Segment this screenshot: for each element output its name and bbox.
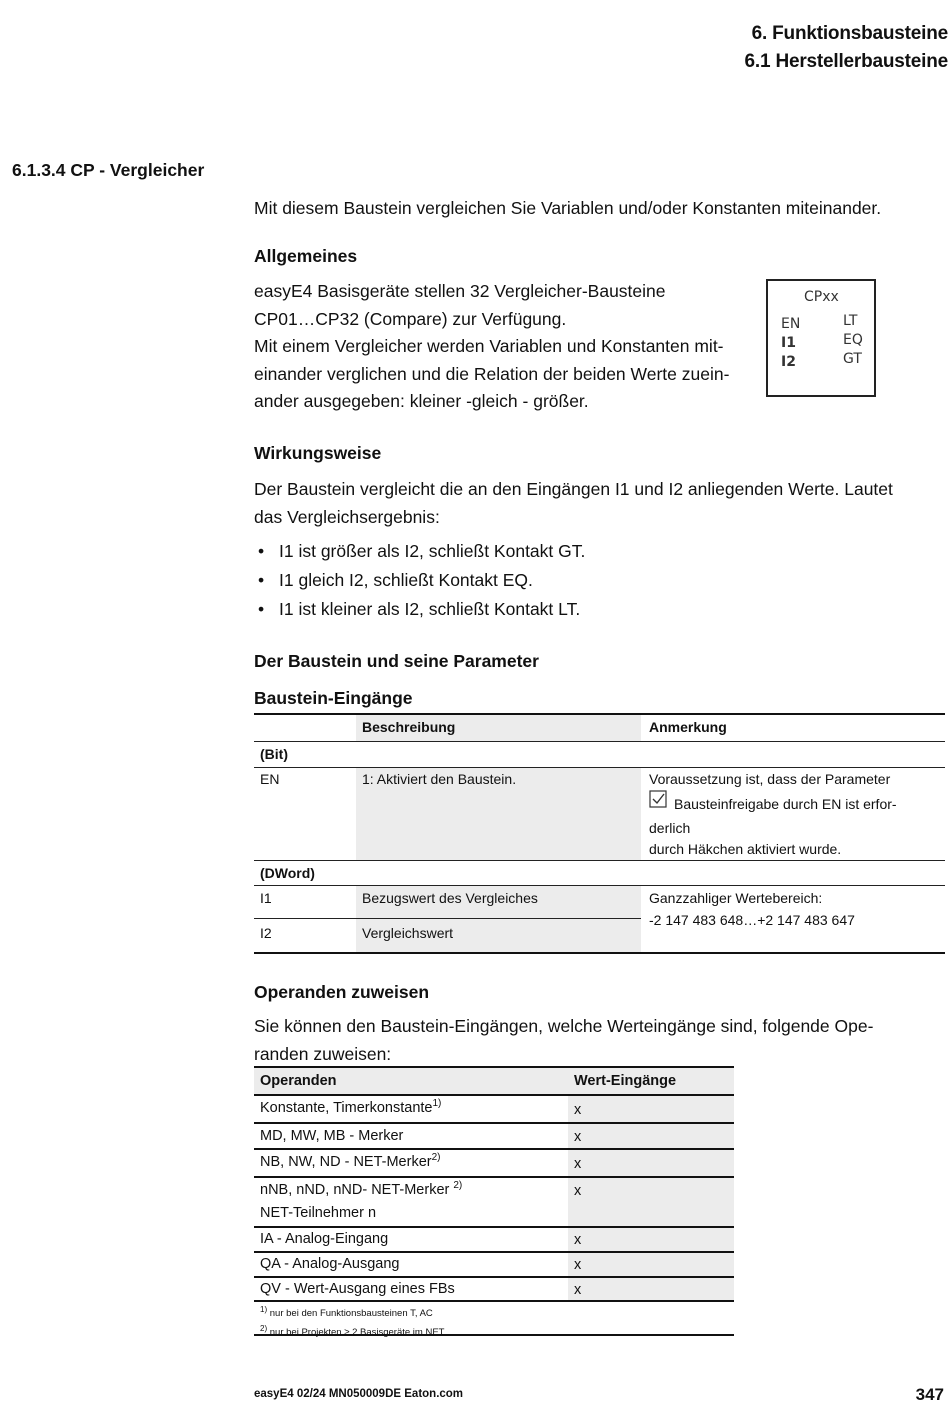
operand-label: NB, NW, ND - NET-Merker [260,1153,432,1170]
table-row-en-desc: 1: Aktiviert den Baustein. [362,771,517,787]
parameters-heading: Der Baustein und seine Parameter [254,651,539,671]
operanden-heading: Operanden zuweisen [254,982,430,1002]
allgemeines-heading: Allgemeines [254,246,358,266]
column-header: Wert-Eingänge [574,1073,677,1089]
note-line: durch Häkchen aktiviert wurde. [649,841,842,857]
operand-label: QV - Wert-Ausgang eines FBs [260,1281,455,1297]
column-header: Beschreibung [362,719,456,735]
inputs-heading: Baustein-Eingänge [254,688,413,708]
page-number: 347 [915,1385,944,1404]
value-cell: x [574,1102,582,1118]
note-line: Bausteinfreigabe durch EN ist erfor- [674,796,897,812]
table-row [254,1124,734,1148]
column-header: Operanden [260,1073,337,1089]
chapter-title: 6. Funktionsbausteine [751,23,948,44]
table-row [254,1253,734,1276]
operanden-text [254,1013,873,1068]
checkbox-checked-icon [649,790,667,808]
intro-text: Mit diesem Baustein vergleichen Sie Variablen und/oder Konstanten miteinander. [254,198,882,218]
value-cell: x [574,1282,582,1298]
text-line: Sie können den Baustein-Eingängen, welche Werteingänge sind, folgende Ope- [254,1016,874,1036]
column-header: Anmerkung [649,719,727,735]
text-line: das Vergleichsergebnis: [254,506,440,527]
operand-label-continued: NET-Teilnehmer n [260,1205,377,1221]
output-gt-label: GT [843,351,862,367]
table-header-row [254,1068,734,1094]
table-row-i1-desc: Bezugswert des Vergleiches [362,890,538,906]
text-line: ander ausgegeben: kleiner -gleich - größer. [254,391,589,411]
bullet-icon: • [258,599,265,619]
value-cell: x [574,1129,582,1145]
value-cell: x [574,1257,582,1273]
footnote: $^{1)}$ nur bei den Funktionsbausteinen T, AC [260,1305,433,1320]
wirkungsweise-heading: Wirkungsweise [254,443,382,463]
text-line: CP01…CP32 (Compare) zur Verfügung. [254,308,567,329]
output-eq-label: EQ [843,332,863,348]
bullet-icon: • [258,541,265,561]
cp-block-symbol [766,279,876,397]
operand-label: MD, MW, MB - Merker [260,1128,404,1144]
allgemeines-paragraph [254,278,729,416]
text-line: einander verglichen und die Relation der beiden Werte zuein- [254,363,730,384]
input-en-label: EN [781,316,801,332]
section-heading: 6.1.3.4 CP - Vergleicher [12,160,205,180]
range-values: -2 147 483 648…+2 147 483 647 [649,912,855,928]
operand-label: nNB, nND, nND- NET-Merker [260,1181,454,1198]
note-line: Voraussetzung ist, dass der Parameter [649,771,891,787]
output-lt-label: LT [843,313,858,329]
page-footer: easyE4 02/24 MN050009DE Eaton.com [254,1388,464,1400]
table-row-i2-desc: Vergleichswert [362,925,454,941]
text-line: randen zuweisen: [254,1043,392,1064]
value-cell: x [574,1232,582,1248]
text-line: Mit einem Vergleicher werden Variablen und Konstanten mit- [254,336,724,356]
bullet-icon: • [258,570,265,590]
input-i1-label: I1 [781,335,796,351]
footnote-mark: 1) [432,1098,442,1109]
table-row-i2-name: I2 [260,925,272,941]
input-i2-label: I2 [781,354,796,370]
table-row [254,1278,734,1300]
operand-label: IA - Analog-Eingang [260,1231,389,1247]
range-note: Ganzzahliger Wertebereich: [649,890,823,906]
group-label: (DWord) [260,865,315,881]
operands-table [254,1066,734,1339]
table-row-i1-name: I1 [260,890,272,906]
table-row [254,1096,734,1122]
group-label: (Bit) [260,746,288,762]
table-row [254,1228,734,1251]
value-cell: x [574,1156,582,1172]
footnote-mark: 2) [431,1152,441,1163]
footnote-mark: 2) [453,1180,463,1191]
wirkungsweise-text [254,476,893,531]
note-line: derlich [649,820,691,836]
table-row-en-name: EN [260,771,280,787]
table-row [254,1150,734,1176]
table-row [254,1178,734,1226]
operand-label: Konstante, Timerkonstante [260,1099,433,1116]
operand-label: QA - Analog-Ausgang [260,1256,400,1272]
text-line: Der Baustein vergleicht die an den Eingängen I1 und I2 anliegenden Werte. Lautet [254,479,893,499]
block-name: CPxx [804,289,839,305]
text-line: easyE4 Basisgeräte stellen 32 Vergleicher-Bausteine [254,281,666,301]
footnote: $^{2)}$ nur bei Projekten ≥ 2 Basisgeräte im NET [260,1324,445,1339]
value-cell: x [574,1183,582,1199]
inputs-table [254,713,945,953]
section-header: 6.1 Herstellerbausteine [744,51,948,72]
